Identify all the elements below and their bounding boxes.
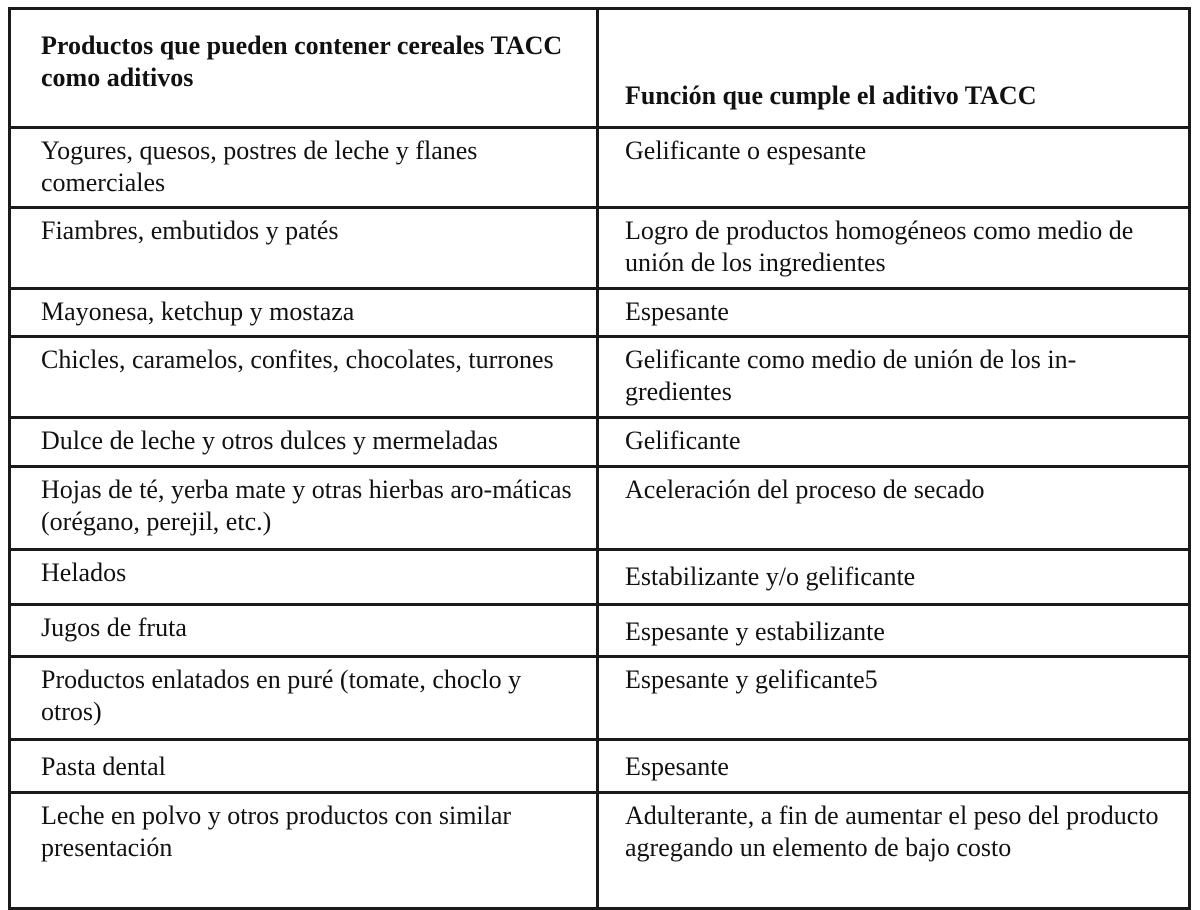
product-cell: Yogures, quesos, postres de leche y flanes comerciales	[10, 128, 598, 208]
product-cell: Pasta dental	[10, 740, 598, 793]
product-cell: Leche en polvo y otros productos con similar presentación	[10, 793, 598, 909]
header-products: Productos que pueden contener cereales TACC como aditivos	[10, 9, 598, 128]
table-row	[10, 418, 1190, 467]
function-cell: Logro de productos homogéneos como medio de unión de los ingredientes	[598, 208, 1190, 289]
table-row	[10, 793, 1190, 909]
header-function: Función que cumple el aditivo TACC	[598, 9, 1190, 128]
product-cell: Fiambres, embutidos y patés	[10, 208, 598, 289]
function-cell: Aceleración del proceso de secado	[598, 467, 1190, 550]
table-row	[10, 289, 1190, 337]
function-cell: Gelificante o espesante	[598, 128, 1190, 208]
product-cell: Productos enlatados en puré (tomate, choclo y otros)	[10, 657, 598, 740]
product-cell: Helados	[10, 550, 598, 605]
function-cell: Espesante	[598, 740, 1190, 793]
additives-table-container	[8, 7, 1188, 910]
table-row	[10, 657, 1190, 740]
table-header-row	[10, 9, 1190, 128]
product-cell: Jugos de fruta	[10, 605, 598, 657]
function-cell: Gelificante	[598, 418, 1190, 467]
function-cell: Adulterante, a fin de aumentar el peso del producto agregando un elemento de bajo costo	[598, 793, 1190, 909]
table-row	[10, 128, 1190, 208]
table-row	[10, 467, 1190, 550]
product-cell: Hojas de té, yerba mate y otras hierbas aro-máticas (orégano, perejil, etc.)	[10, 467, 598, 550]
table-row	[10, 605, 1190, 657]
function-cell: Espesante	[598, 289, 1190, 337]
function-cell: Espesante y gelificante5	[598, 657, 1190, 740]
function-cell: Espesante y estabilizante	[598, 605, 1190, 657]
additives-table	[8, 7, 1191, 910]
product-cell: Mayonesa, ketchup y mostaza	[10, 289, 598, 337]
table-row	[10, 208, 1190, 289]
table-row	[10, 740, 1190, 793]
product-cell: Chicles, caramelos, confites, chocolates, turrones	[10, 337, 598, 418]
function-cell: Estabilizante y/o gelificante	[598, 550, 1190, 605]
table-row	[10, 337, 1190, 418]
product-cell: Dulce de leche y otros dulces y mermeladas	[10, 418, 598, 467]
table-row	[10, 550, 1190, 605]
function-cell: Gelificante como medio de unión de los in-gredientes	[598, 337, 1190, 418]
